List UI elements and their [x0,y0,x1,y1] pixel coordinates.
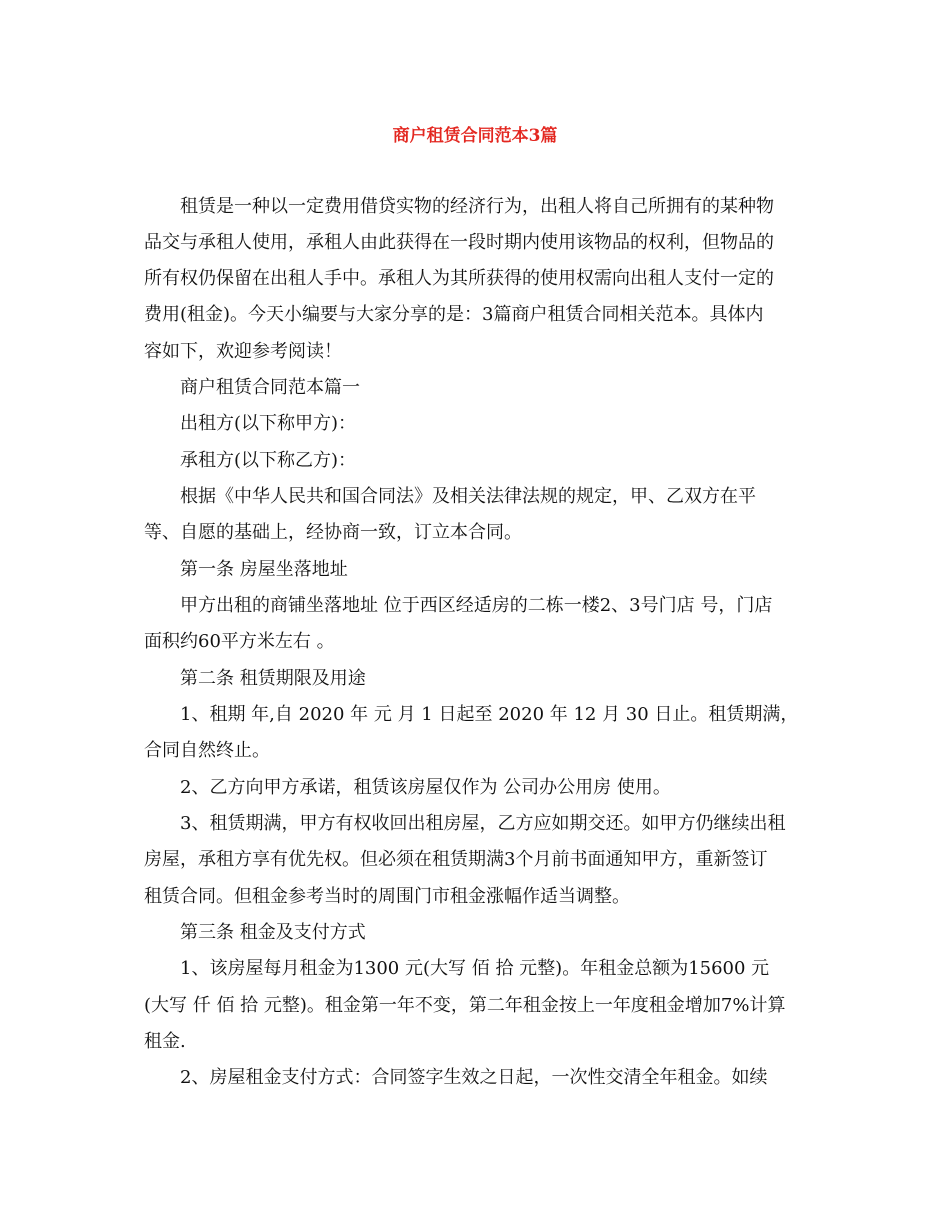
paragraph-line: 房屋，承租方享有优先权。但必须在租赁期满3个月前书面通知甲方，重新签订 [144,849,768,870]
paragraph-line: 租金. [144,1031,186,1052]
document-title: 商户租赁合同范本3篇 [392,126,558,146]
article-heading: 第二条 租赁期限及用途 [180,668,366,689]
paragraph-line: 甲方出租的商铺坐落地址 位于西区经适房的二栋一楼2、3号门店 号，门店 [180,595,773,616]
paragraph-line: 2、乙方向甲方承诺，租赁该房屋仅作为 公司办公用房 使用。 [180,777,671,798]
paragraph-line: 面积约60平方米左右 。 [144,631,335,652]
lessee-line: 承租方(以下称乙方)： [180,450,357,471]
paragraph-line: 费用(租金)。今天小编要与大家分享的是：3篇商户租赁合同相关范本。具体内 [144,304,764,325]
lessor-line: 出租方(以下称甲方)： [180,413,357,434]
paragraph-line: 1、该房屋每月租金为1300 元(大写 佰 拾 元整)。年租金总额为15600 元 [180,958,770,979]
paragraph-line: 2、房屋租金支付方式：合同签字生效之日起，一次性交清全年租金。如续 [180,1067,768,1088]
paragraph-line: 根据《中华人民共和国合同法》及相关法律法规的规定，甲、乙双方在平 [180,486,756,507]
paragraph-line: (大写 仟 佰 拾 元整)。租金第一年不变，第二年租金按上一年度租金增加7%计算 [144,995,786,1016]
paragraph-line: 租赁合同。但租金参考当时的周围门市租金涨幅作适当调整。 [144,886,630,907]
paragraph-line: 1、租期 年,自 2020 年 元 月 1 日起至 2020 年 12 月 30 日止。租赁期满， [180,704,799,725]
paragraph-line: 租赁是一种以一定费用借贷实物的经济行为，出租人将自己所拥有的某种物 [180,196,774,217]
section-heading: 商户租赁合同范本篇一 [180,377,360,398]
article-heading: 第三条 租金及支付方式 [180,922,366,943]
paragraph-line: 合同自然终止。 [144,740,270,761]
paragraph-line: 所有权仍保留在出租人手中。承租人为其所获得的使用权需向出租人支付一定的 [144,268,774,289]
paragraph-line: 容如下，欢迎参考阅读！ [144,341,342,362]
paragraph-line: 品交与承租人使用，承租人由此获得在一段时期内使用该物品的权利，但物品的 [144,232,774,253]
paragraph-line: 3、租赁期满，甲方有权收回出租房屋，乙方应如期交还。如甲方仍继续出租 [180,813,786,834]
article-heading: 第一条 房屋坐落地址 [180,559,348,580]
paragraph-line: 等、自愿的基础上，经协商一致，订立本合同。 [144,522,522,543]
